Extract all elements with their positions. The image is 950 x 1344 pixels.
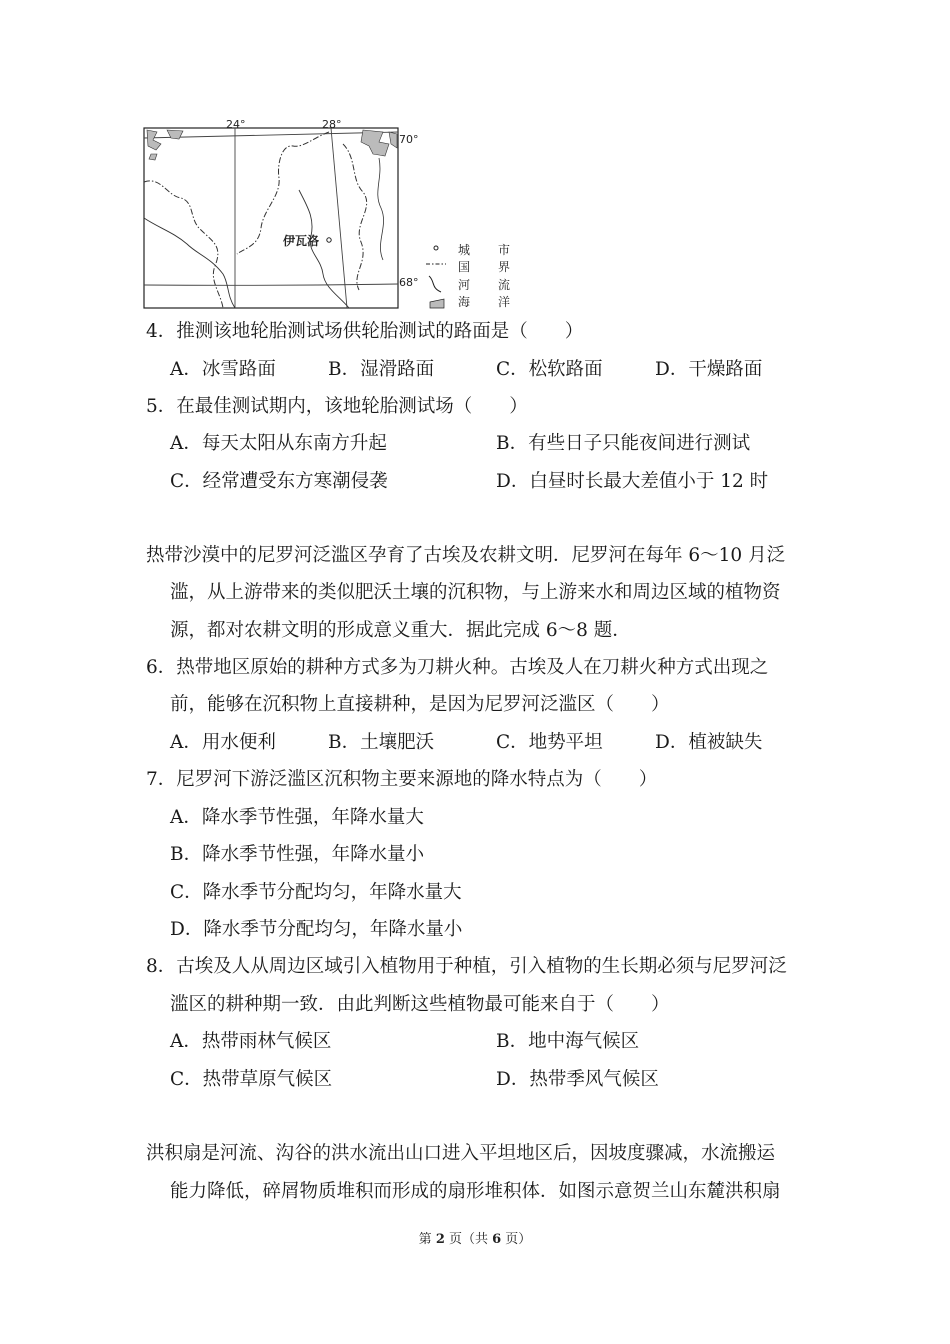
longitude-label-28: 28° [322,118,342,131]
question-8-stem-line-1: 8．古埃及人从周边区域引入植物用于种植，引入植物的生长期必须与尼罗河泛 [146,956,787,977]
passage-2-line-2: 滥，从上游带来的类似肥沃土壤的沉积物，与上游来水和周边区域的植物资 [170,582,781,603]
question-7-option-b: B．降水季节性强，年降水量小 [170,844,425,865]
question-4-option-c: C．松软路面 [496,359,603,380]
question-5-option-c: C．经常遭受东方寒潮侵袭 [170,471,388,492]
map-drawing [143,118,503,312]
sea-patch [147,130,161,150]
question-8-option-b: B．地中海气候区 [496,1031,640,1052]
question-4-option-d: D．干燥路面 [655,359,763,380]
legend-river-symbol [429,276,441,292]
question-8-option-a: A．热带雨林气候区 [170,1031,332,1052]
footer-page-number: 2 [435,1232,445,1247]
question-5-option-b: B．有些日子只能夜间进行测试 [496,433,751,454]
page-footer [0,1228,950,1247]
question-7-stem: 7．尼罗河下游泛滥区沉积物主要来源地的降水特点为（ ） [146,769,658,790]
question-8-stem-line-2: 滥区的耕种期一致．由此判断这些植物最可能来自于（ ） [170,994,670,1015]
passage-3-line-1: 洪积扇是河流、沟谷的洪水流出山口进入平坦地区后，因坡度骤减，水流搬运 [146,1143,776,1164]
question-4-option-b: B．湿滑路面 [328,359,435,380]
question-6-stem-line-2: 前，能够在沉积物上直接耕种，是因为尼罗河泛滥区（ ） [170,694,670,715]
question-5-stem: 5．在最佳测试期内，该地轮胎测试场（ ） [146,396,528,417]
passage-2-line-3: 源，都对农耕文明的形成意义重大．据此完成 6～8 题． [170,620,631,641]
question-4-option-a: A．冰雪路面 [170,359,276,380]
legend-sea-symbol [430,299,444,308]
legend-border: 国 界 [458,260,519,274]
question-7-option-a: A．降水季节性强，年降水量大 [170,807,424,828]
footer-mid: 页（共 [444,1232,493,1247]
footer-total-pages: 6 [492,1232,502,1247]
longitude-label-24: 24° [226,118,246,131]
question-7-option-d: D．降水季节分配均匀，年降水量小 [170,919,463,940]
legend-city: 城 市 [458,243,519,257]
question-6-option-d: D．植被缺失 [655,732,763,753]
legend-river: 河 流 [458,278,519,292]
city-label: 伊瓦洛 [283,234,320,248]
city-marker [327,238,331,242]
question-4-stem: 4．推测该地轮胎测试场供轮胎测试的路面是（ ） [146,321,584,342]
question-5-option-d: D．白昼时长最大差值小于 12 时 [496,471,769,492]
question-8-option-d: D．热带季风气候区 [496,1069,659,1090]
passage-3-line-2: 能力降低，碎屑物质堆积而形成的扇形堆积体．如图示意贺兰山东麓洪积扇 [170,1181,781,1202]
question-6-stem-line-1: 6．热带地区原始的耕种方式多为刀耕火种。古埃及人在刀耕火种方式出现之 [146,657,769,678]
latitude-label-68: 68° [399,276,419,289]
question-8-option-c: C．热带草原气候区 [170,1069,333,1090]
map-figure [143,118,519,312]
passage-2-line-1: 热带沙漠中的尼罗河泛滥区孕育了古埃及农耕文明．尼罗河在每年 6～10 月泛 [146,545,786,566]
footer-post: 页） [501,1232,532,1247]
legend-sea: 海 洋 [458,295,519,309]
question-5-option-a: A．每天太阳从东南方升起 [170,433,387,454]
question-7-option-c: C．降水季节分配均匀，年降水量大 [170,882,462,903]
question-6-option-b: B．土壤肥沃 [328,732,435,753]
question-6-option-a: A．用水便利 [170,732,276,753]
footer-pre: 第 [418,1232,436,1247]
question-6-option-c: C．地势平坦 [496,732,603,753]
legend-city-symbol [434,246,438,250]
latitude-label-70: 70° [399,133,419,146]
